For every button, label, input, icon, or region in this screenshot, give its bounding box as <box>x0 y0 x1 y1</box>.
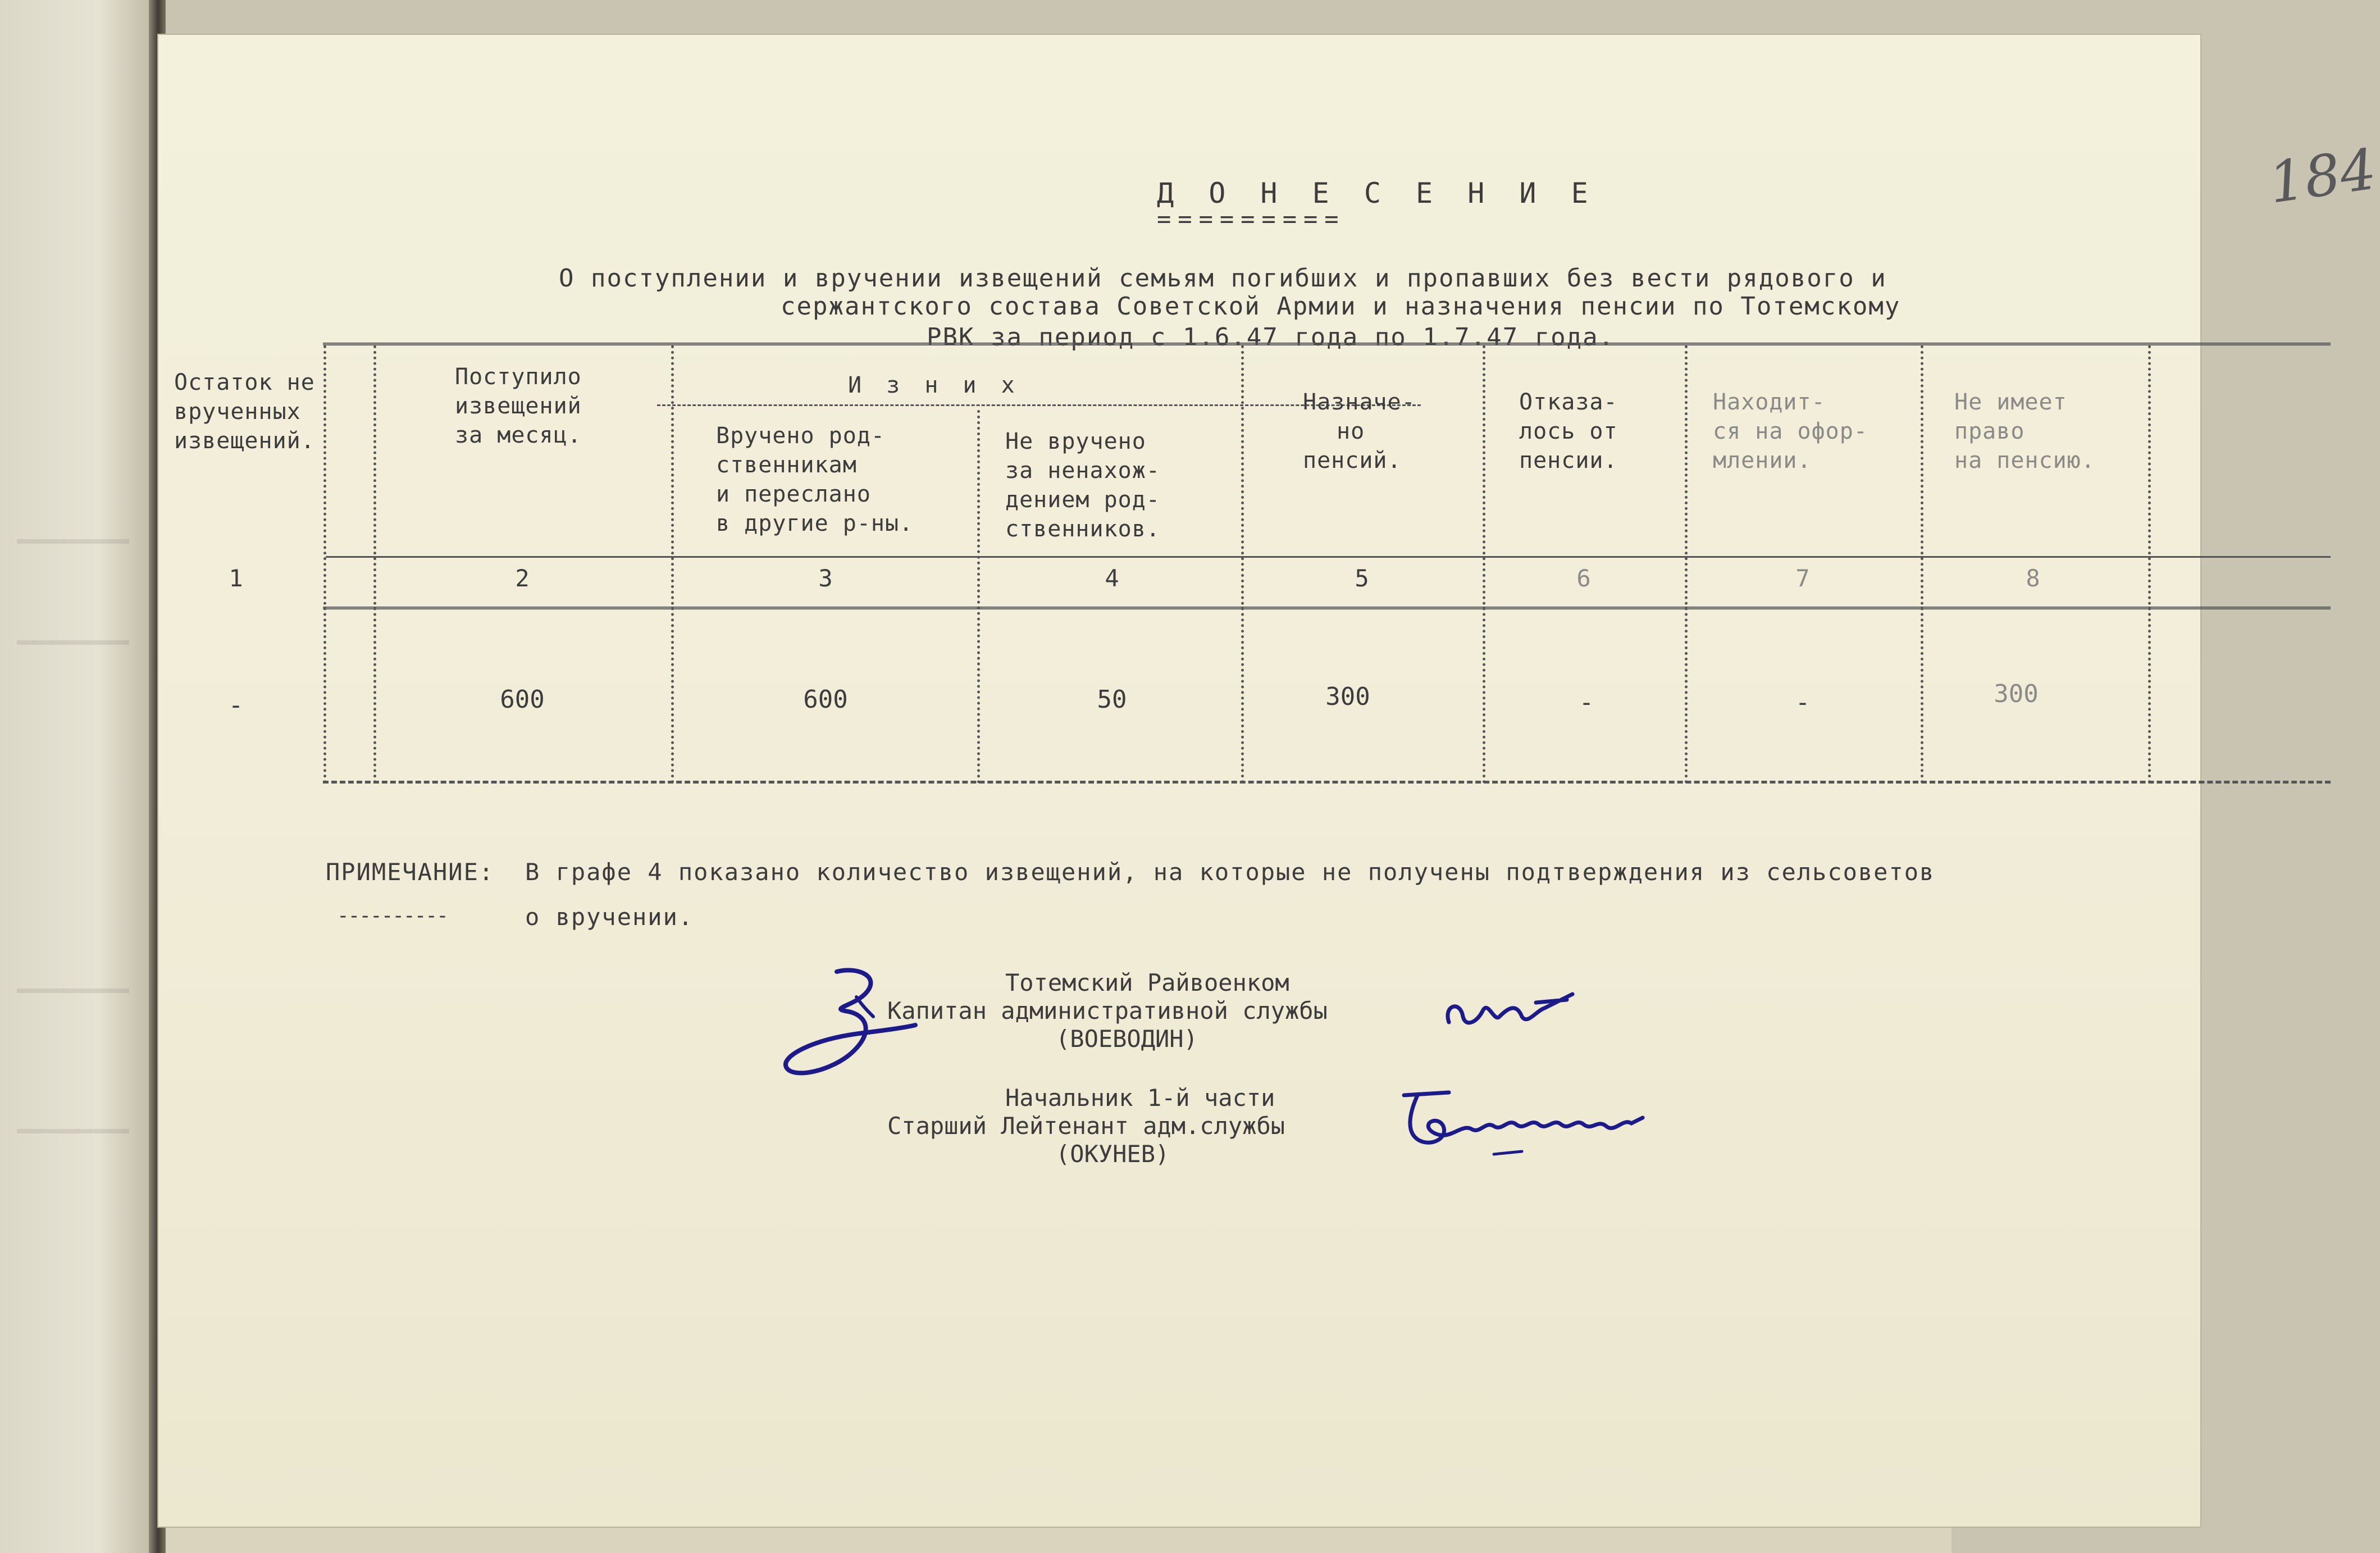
col2-header <box>455 362 582 450</box>
column-number: 4 <box>1105 564 1119 592</box>
signature-title: Тотемский Райвоенком <box>1005 969 1289 996</box>
subtitle-line-1: О поступлении и вручении извещений семьям погибших и пропавших без вести рядового и <box>559 264 1887 293</box>
header-line: лось от <box>1519 418 1618 444</box>
numbers-bottom-rule <box>323 607 2331 609</box>
note-label: ПРИМЕЧАНИЕ: <box>326 858 495 886</box>
column-divider <box>373 345 376 784</box>
title-underline: ========= <box>1157 205 1346 233</box>
column-divider <box>977 410 980 784</box>
table-cell-value: - <box>1579 688 1594 717</box>
header-line: Не имеет <box>1954 389 2067 415</box>
header-line: извещений. <box>174 428 315 454</box>
header-line: врученных <box>174 399 301 425</box>
table-bottom-rule <box>323 781 2331 784</box>
col1-header <box>174 368 315 456</box>
signature-name: (ОКУНЕВ) <box>1056 1140 1170 1168</box>
column-number: 8 <box>2026 564 2040 592</box>
column-number: 2 <box>515 564 530 592</box>
header-line: дением род- <box>1005 487 1160 513</box>
table-border-right <box>2148 345 2151 784</box>
page-smudge <box>17 989 129 993</box>
handwritten-signature-voevodin <box>747 955 932 1090</box>
table-cell-value: 600 <box>500 685 545 714</box>
column-number: 7 <box>1795 564 1810 592</box>
header-line: за ненахож- <box>1005 458 1160 484</box>
column-divider <box>1685 345 1688 784</box>
header-line: Назначе- <box>1303 389 1416 415</box>
column-number: 6 <box>1576 564 1591 592</box>
column-divider <box>671 345 674 784</box>
header-line: Отказа- <box>1519 389 1618 415</box>
header-line: ственникам <box>716 452 857 478</box>
col6-header <box>1519 388 1618 475</box>
header-line: Вручено род- <box>716 423 885 449</box>
header-line: Поступило <box>455 364 582 390</box>
signature-name: (ВОЕВОДИН) <box>1056 1025 1198 1053</box>
document-sheet <box>157 34 2380 1528</box>
group-header: И з н и х <box>848 372 1020 398</box>
table-cell-value: 300 <box>1325 682 1370 711</box>
signature-rank: Капитан административной службы <box>887 997 1328 1024</box>
header-line: ся на офор- <box>1713 418 1868 444</box>
header-line: Не вручено <box>1005 429 1146 454</box>
header-line: на пенсию. <box>1954 448 2095 473</box>
table-cell-value: - <box>228 691 244 719</box>
header-line: в другие р-ны. <box>716 511 914 536</box>
column-number: 3 <box>818 564 833 592</box>
page-smudge <box>17 539 129 544</box>
header-line: пенсий. <box>1303 448 1402 473</box>
page-smudge <box>17 640 129 645</box>
header-line: извещений <box>455 393 582 419</box>
header-line: пенсии. <box>1519 448 1618 473</box>
table-border-left <box>323 345 326 784</box>
column-divider <box>1483 345 1485 784</box>
note-underline: ---------- <box>337 904 448 927</box>
header-line: млении. <box>1713 448 1812 473</box>
col4-header <box>1005 427 1160 544</box>
table-cell-value: 50 <box>1097 685 1127 714</box>
col5-header <box>1303 388 1416 475</box>
header-line: за месяц. <box>455 422 582 448</box>
header-line: но <box>1337 418 1365 444</box>
column-number: 5 <box>1355 564 1369 592</box>
table-top-rule <box>323 343 2331 345</box>
header-line: Остаток не <box>174 370 315 395</box>
column-number: 1 <box>229 564 243 592</box>
column-divider <box>1921 345 1923 784</box>
handwritten-initials <box>1438 977 1629 1045</box>
signature-title: Начальник 1-й части <box>1005 1084 1275 1112</box>
table-cell-value: 600 <box>803 685 848 714</box>
header-line: ственников. <box>1005 516 1160 542</box>
document-title: Д О Н Е С Е Н И Е <box>1157 177 1597 210</box>
note-text-continued: о вручении. <box>525 903 694 931</box>
table-cell-value: 300 <box>1994 680 2039 708</box>
subtitle-line-3: РВК за период с 1.6.47 года по 1.7.47 года. <box>927 323 1615 352</box>
page-smudge <box>17 1129 129 1133</box>
column-divider <box>1241 345 1244 784</box>
signature-rank: Старший Лейтенант адм.службы <box>887 1112 1285 1140</box>
table-cell-value: - <box>1795 688 1811 717</box>
subtitle-line-2: сержантского состава Советской Армии и назначения пенсии по Тотемскому <box>781 292 1901 321</box>
left-book-page <box>0 0 163 1553</box>
header-line: и переслано <box>716 481 871 507</box>
handwritten-signature-okunev <box>1387 1078 1702 1168</box>
col8-header <box>1954 388 2095 475</box>
col7-header <box>1713 388 1868 475</box>
col3-header <box>716 421 913 538</box>
header-line: Находит- <box>1713 389 1826 415</box>
page-number: 184 <box>2264 136 2380 216</box>
header-line: право <box>1954 418 2025 444</box>
note-text: В графе 4 показано количество извещений, на которые не получены подтверждения из сельсоветов <box>525 858 1935 886</box>
header-bottom-rule <box>326 556 2331 558</box>
